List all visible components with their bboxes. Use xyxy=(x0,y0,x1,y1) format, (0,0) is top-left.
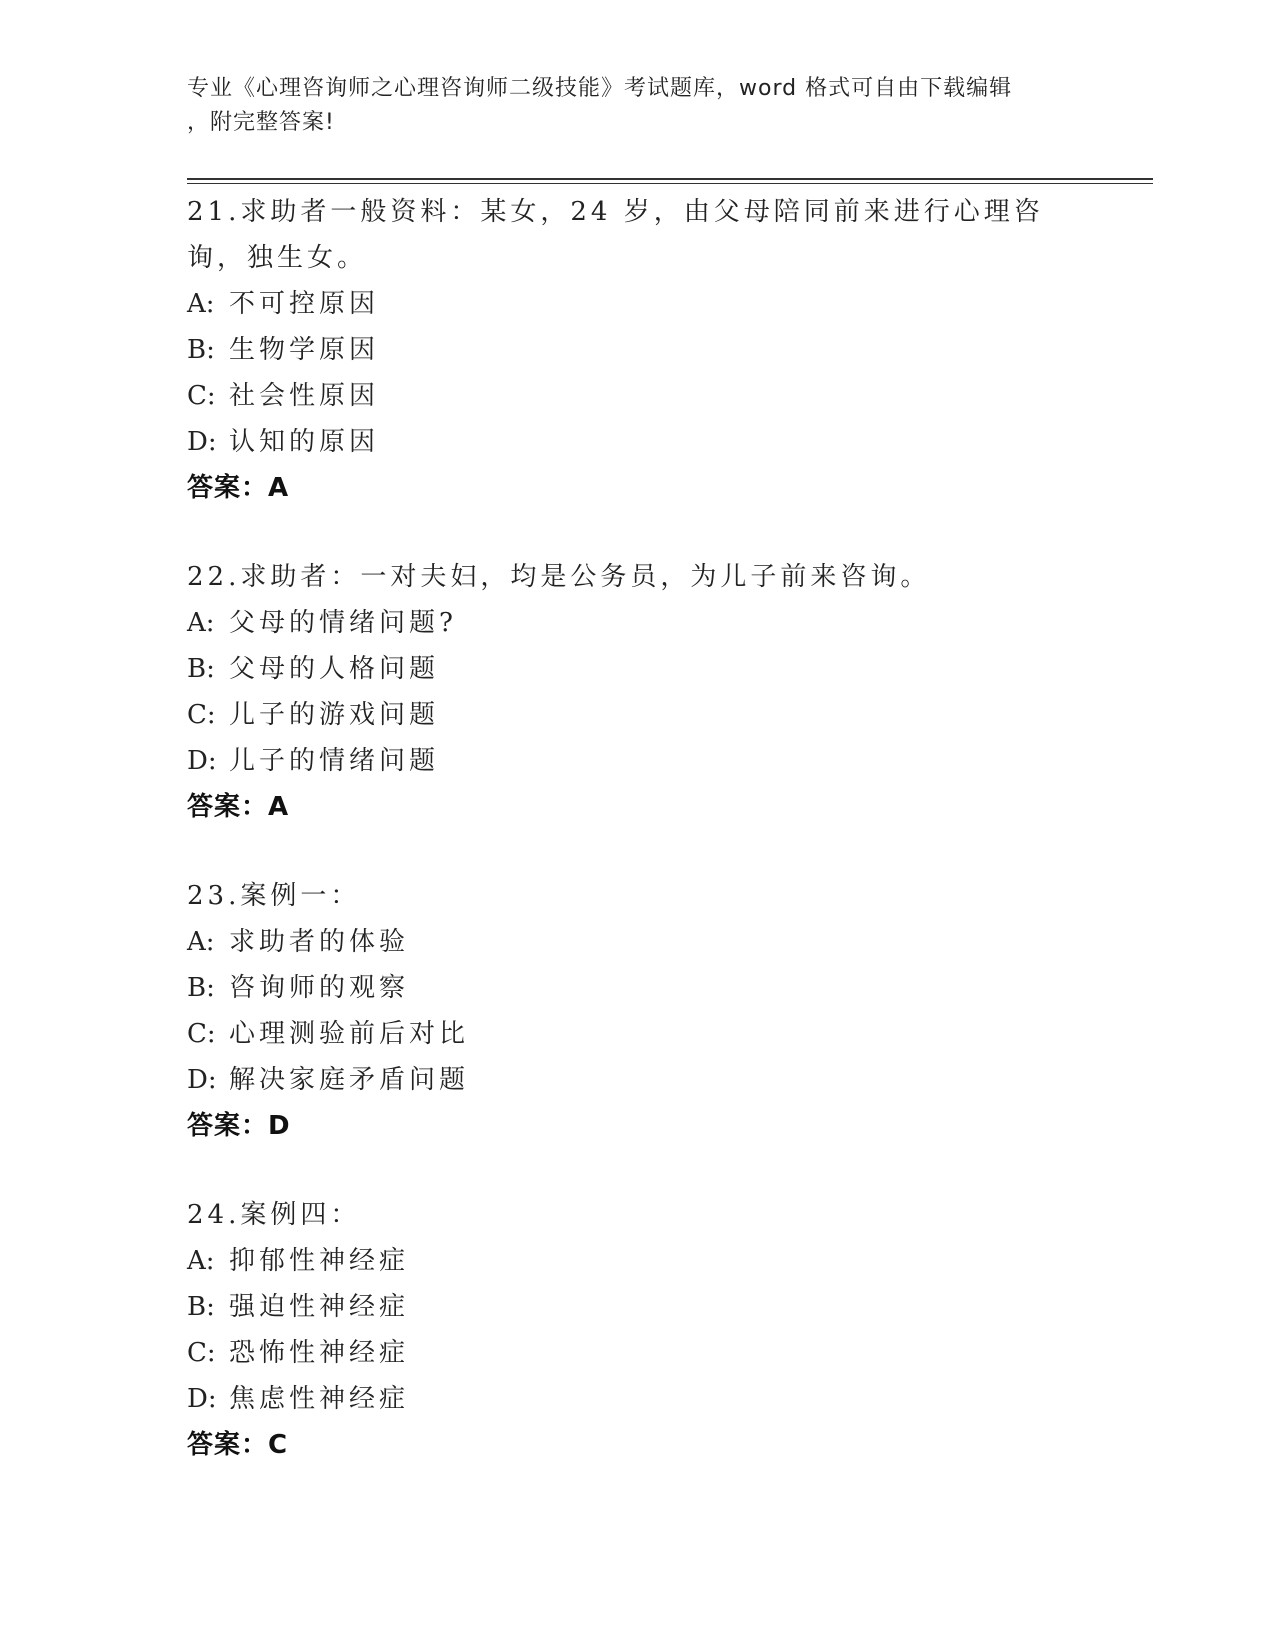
option-c xyxy=(187,692,1087,738)
option-text: 恐怖性神经症 xyxy=(229,1338,410,1368)
option-text: 父母的人格问题 xyxy=(229,654,440,684)
option-letter: D: xyxy=(187,427,217,457)
option-a xyxy=(187,1238,1087,1284)
option-text: 社会性原因 xyxy=(229,381,380,411)
answer-label: 答案：D xyxy=(187,1111,291,1141)
option-letter: A: xyxy=(187,927,215,957)
answer-label: 答案：A xyxy=(187,473,290,503)
option-text: 心理测验前后对比 xyxy=(229,1019,470,1049)
option-text: 儿子的游戏问题 xyxy=(229,700,440,730)
option-letter: D: xyxy=(187,746,217,776)
answer-label: 答案：C xyxy=(187,1430,289,1460)
option-text: 认知的原因 xyxy=(229,427,380,457)
option-d xyxy=(187,1376,1087,1422)
option-a xyxy=(187,600,1087,646)
option-text: 咨询师的观察 xyxy=(229,973,410,1003)
header-line-1: 专业《心理咨询师之心理咨询师二级技能》考试题库，word 格式可自由下载编辑 xyxy=(187,76,1013,101)
option-d xyxy=(187,1057,1087,1103)
option-text: 儿子的情绪问题 xyxy=(229,746,440,776)
header-line-2: ，附完整答案! xyxy=(187,110,335,135)
option-text: 不可控原因 xyxy=(229,289,380,319)
option-letter: D: xyxy=(187,1065,217,1095)
option-letter: B: xyxy=(187,654,215,684)
option-c xyxy=(187,373,1087,419)
option-letter: A: xyxy=(187,289,215,319)
option-b xyxy=(187,965,1087,1011)
header-divider-thick xyxy=(187,178,1153,180)
option-c xyxy=(187,1011,1087,1057)
option-letter: D: xyxy=(187,1384,217,1414)
option-text: 焦虑性神经症 xyxy=(229,1384,410,1414)
option-text: 强迫性神经症 xyxy=(229,1292,410,1322)
option-text: 求助者的体验 xyxy=(229,927,410,957)
question-21 xyxy=(187,189,1087,511)
option-a xyxy=(187,919,1087,965)
question-stem: 23.案例一： xyxy=(187,881,361,911)
option-d xyxy=(187,738,1087,784)
option-a xyxy=(187,281,1087,327)
option-text: 解决家庭矛盾问题 xyxy=(229,1065,470,1095)
question-22 xyxy=(187,554,1087,830)
document-header xyxy=(187,72,1087,140)
option-d xyxy=(187,419,1087,465)
header-divider-thin xyxy=(187,183,1153,184)
question-stem: 24.案例四： xyxy=(187,1200,361,1230)
option-c xyxy=(187,1330,1087,1376)
option-b xyxy=(187,327,1087,373)
option-text: 生物学原因 xyxy=(229,335,380,365)
option-letter: C: xyxy=(187,1338,216,1368)
option-letter: A: xyxy=(187,608,215,638)
question-24 xyxy=(187,1192,1087,1468)
option-letter: B: xyxy=(187,1292,215,1322)
option-text: 父母的情绪问题? xyxy=(229,608,457,638)
option-letter: A: xyxy=(187,1246,215,1276)
question-23 xyxy=(187,873,1087,1149)
question-stem: 22.求助者：一对夫妇，均是公务员，为儿子前来咨询。 xyxy=(187,562,931,592)
option-letter: B: xyxy=(187,973,215,1003)
option-letter: B: xyxy=(187,335,215,365)
option-b xyxy=(187,646,1087,692)
option-letter: C: xyxy=(187,700,216,730)
option-b xyxy=(187,1284,1087,1330)
question-list xyxy=(187,189,1087,1511)
answer-label: 答案：A xyxy=(187,792,290,822)
option-letter: C: xyxy=(187,381,216,411)
option-text: 抑郁性神经症 xyxy=(229,1246,410,1276)
question-stem: 21.求助者一般资料：某女，24 岁，由父母陪同前来进行心理咨询，独生女。 xyxy=(187,197,1044,273)
option-letter: C: xyxy=(187,1019,216,1049)
